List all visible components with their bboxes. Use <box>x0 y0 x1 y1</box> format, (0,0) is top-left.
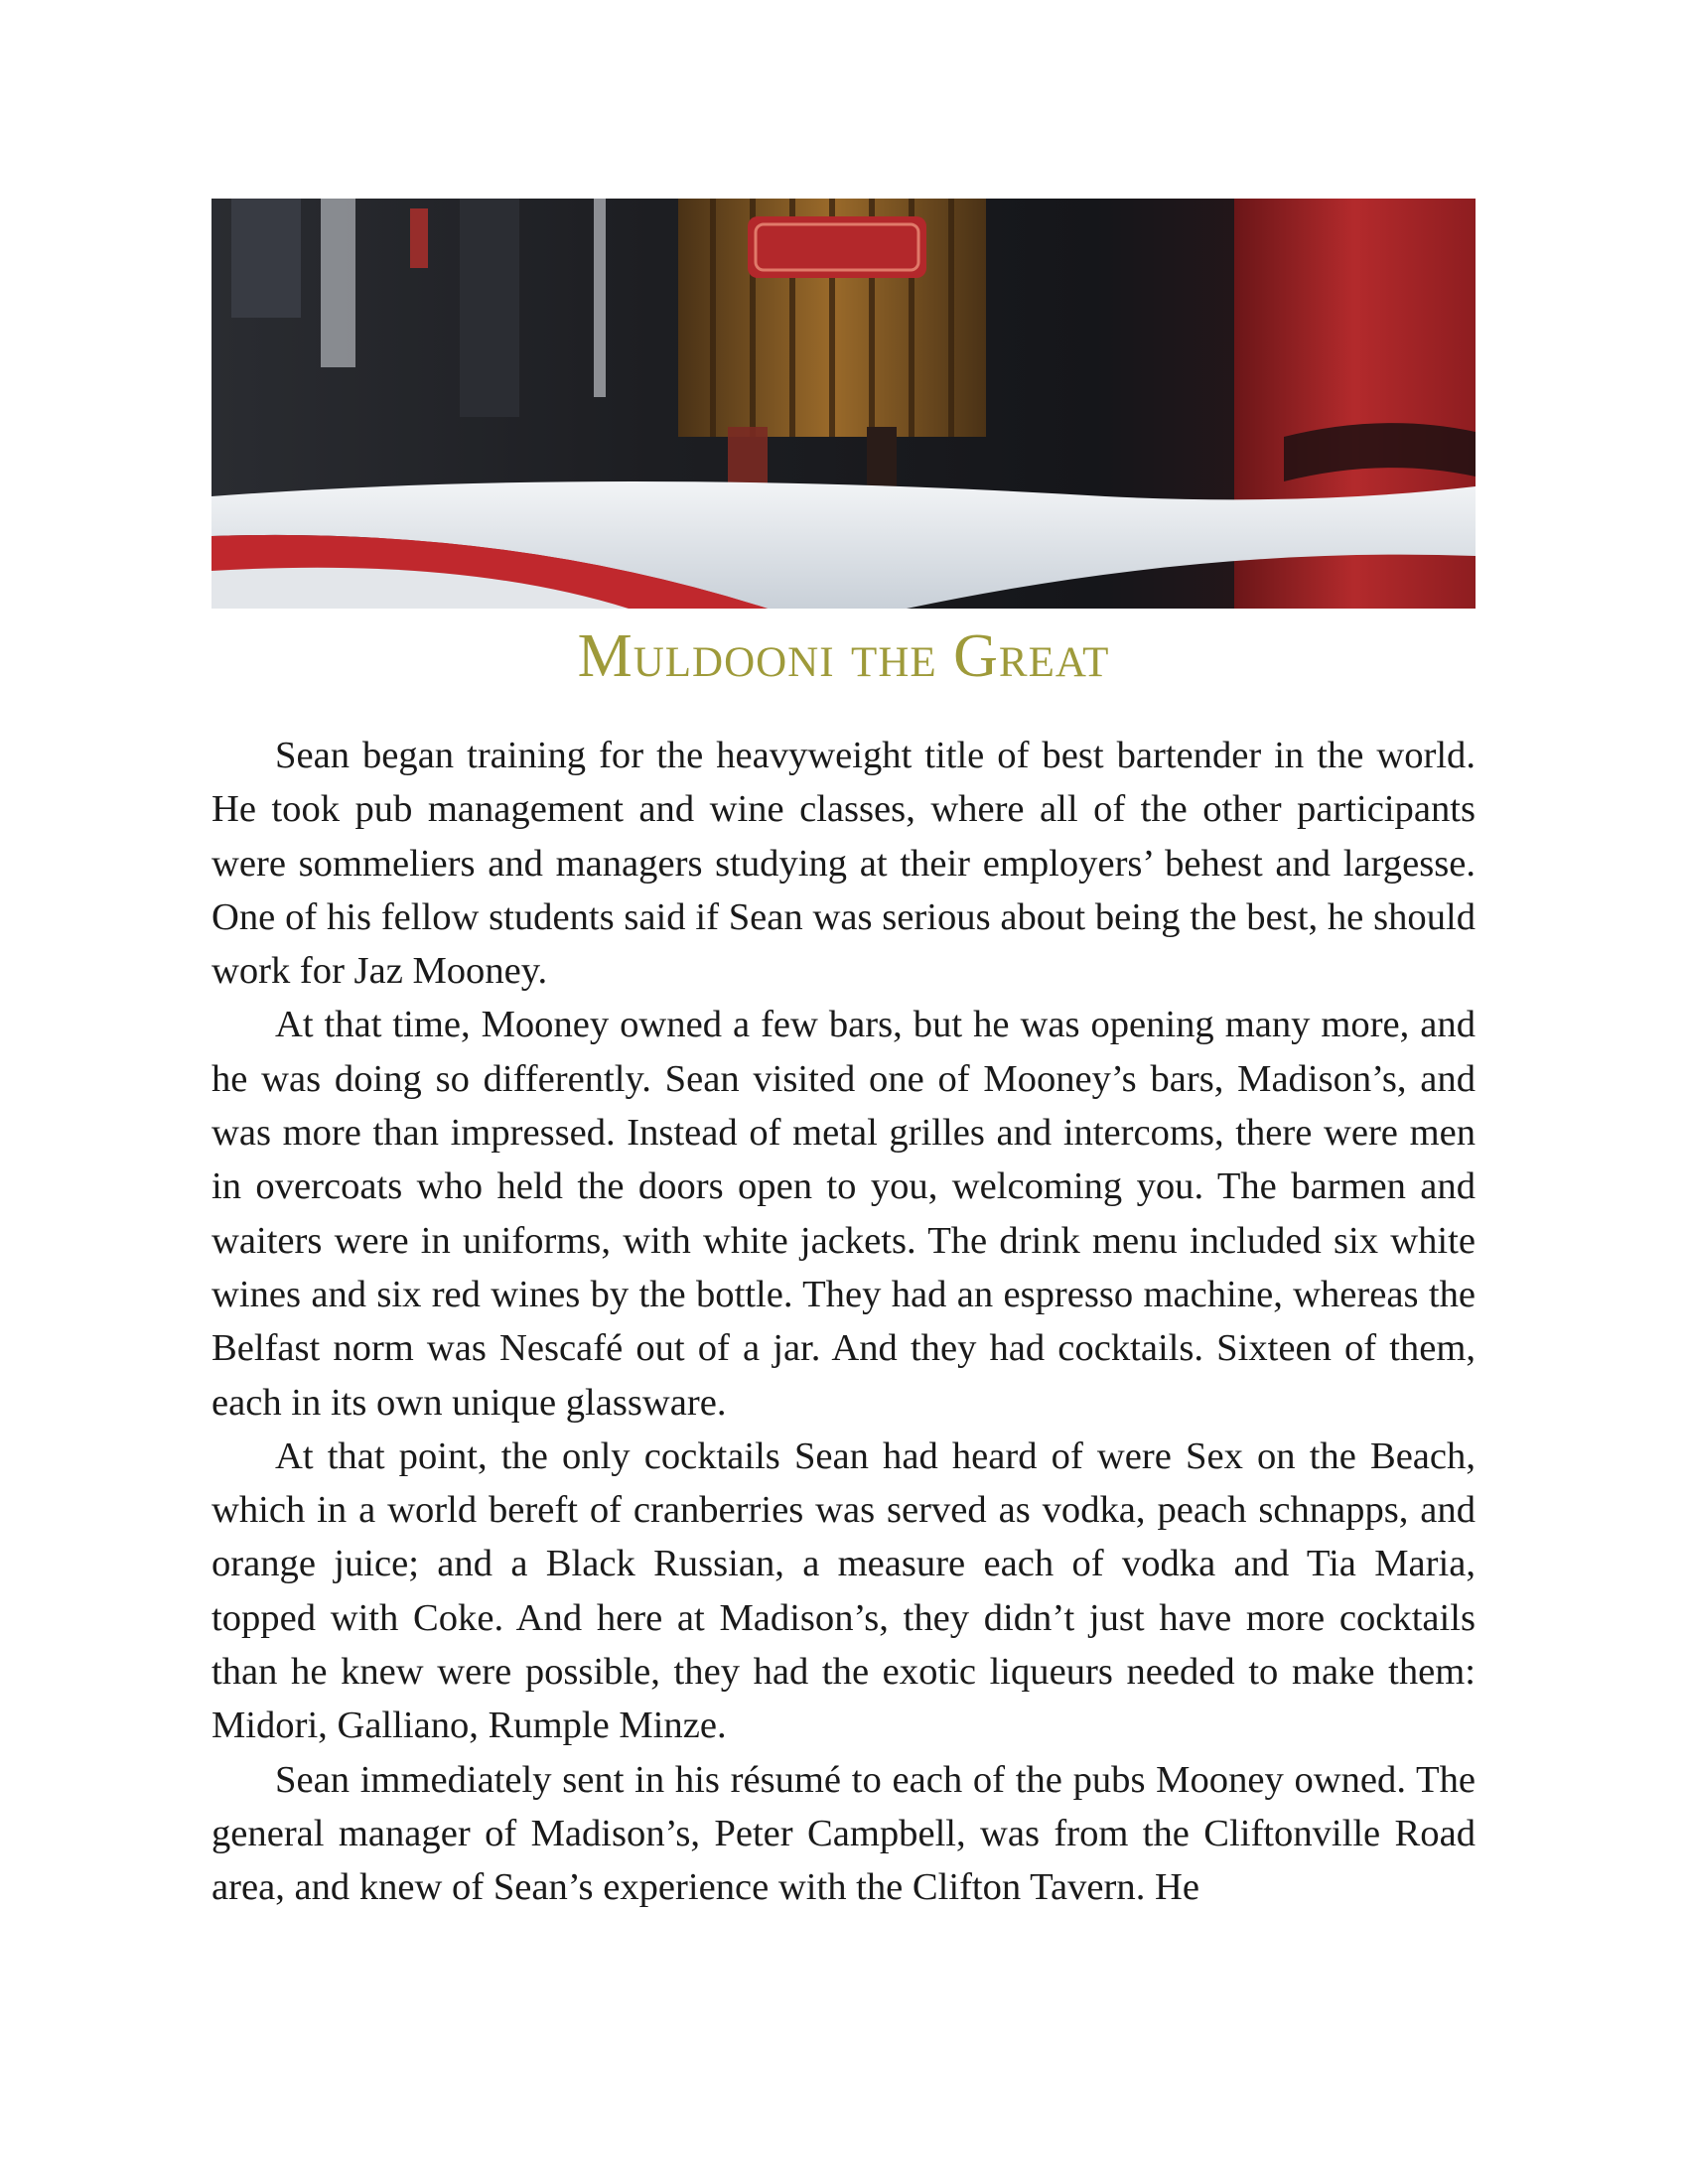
paragraph: At that time, Mooney owned a few bars, but he was opening many more, and he was doing so differently. Sean visited one of Mooney’s bars, Madison’s, and was more than impressed. Instead of metal grilles and intercoms, there were men in overcoats who held the doors open to you, welcoming you. The barmen and waiters were in uniforms, with white jackets. The drink menu included six white wines and six red wines by the bottle. They had an espresso machine, whereas the Belfast norm was Nescafé out of a jar. And they had cocktails. Sixteen of them, each in its own unique glassware. <box>211 1004 1476 1424</box>
chapter-header-photo <box>211 199 1476 609</box>
body-text <box>211 729 1476 1915</box>
bar-photo-icon <box>211 199 1476 609</box>
paragraph: At that point, the only cocktails Sean had heard of were Sex on the Beach, which in a world bereft of cranberries was served as vodka, peach schnapps, and orange juice; and a Black Russian, a measure each of vodka and Tia Maria, topped with Coke. And here at Madison’s, they didn’t just have more cocktails than he knew were possible, they had the exotic liqueurs needed to make them: Midori, Galliano, Rumple Minze. <box>211 1434 1476 1747</box>
paragraph: Sean began training for the heavyweight title of best bartender in the world. He took pub management and wine classes, where all of the other participants were sommeliers and managers studying at their employers’ behest and largesse. One of his fellow students said if Sean was serious about being the best, he should work for Jaz Mooney. <box>211 735 1476 993</box>
chapter-title: Muldooni the Great <box>577 622 1110 690</box>
paragraph: Sean immediately sent in his résumé to each of the pubs Mooney owned. The general manager of Madison’s, Peter Campbell, was from the Cliftonville Road area, and knew of Sean’s experience with the Clifton Tavern. He <box>211 1758 1476 1909</box>
